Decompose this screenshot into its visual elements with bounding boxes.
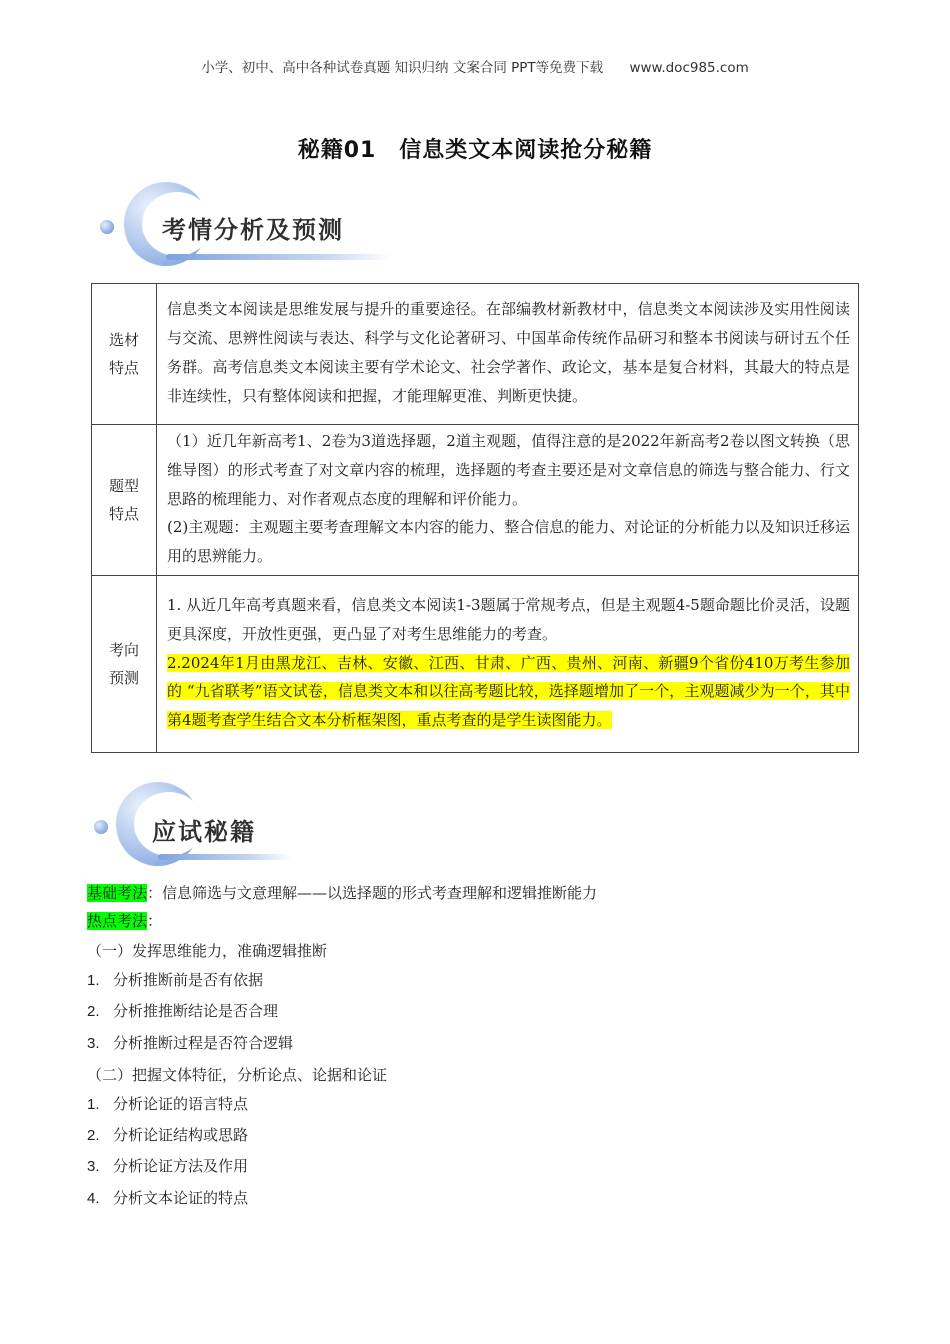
page-title: 秘籍01 信息类文本阅读抢分秘籍	[297, 138, 653, 163]
row-content	[157, 425, 859, 576]
hot-method-label: 热点考法	[87, 912, 148, 930]
highlighted-paragraph: 2.2024年1月由黑龙江、吉林、安徽、江西、甘肃、广西、贵州、河南、新疆9个省份410万考生参加的 “九省联考”语文试卷，信息类文本和以往高考题比较，选择题增加了一个，主观题减少为一个，其中第4题考查学生结合文本分析框架图，重点考查的是学生读图能力。	[167, 653, 850, 730]
list-item: 2. 分析论证结构或思路	[87, 1126, 249, 1144]
section-banner-analysis	[92, 178, 392, 268]
site-header-text: 小学、初中、高中各种试卷真题 知识归纳 文案合同 PPT等免费下载	[201, 60, 604, 76]
basic-method-line	[87, 882, 597, 903]
site-header-url[interactable]: www.doc985.com	[629, 60, 749, 76]
list-item: 2. 分析推推断结论是否合理	[87, 1002, 279, 1020]
hot-method-line: 热点考法：	[87, 912, 163, 930]
row-header: 考向 预测	[92, 575, 157, 752]
row-header: 题型 特点	[92, 425, 157, 576]
section-banner-tips	[92, 780, 302, 870]
site-header	[0, 56, 950, 76]
group2-title: （二）把握文体特征，分析论点、论据和论证	[87, 1066, 388, 1084]
table-row	[92, 284, 859, 425]
row-content	[157, 575, 859, 752]
list-item: 4. 分析文本论证的特点	[87, 1189, 249, 1207]
table-row	[92, 575, 859, 752]
section2-title: 应试秘籍	[152, 818, 256, 846]
banner-dot-icon	[100, 220, 114, 234]
basic-method-text: ：信息筛选与文意理解——以选择题的形式考查理解和逻辑推断能力	[147, 884, 598, 902]
group1-title: （一）发挥思维能力，准确逻辑推断	[87, 942, 328, 960]
table-row	[92, 425, 859, 576]
banner-dot-icon	[94, 820, 108, 834]
list-item: 1. 分析论证的语言特点	[87, 1095, 249, 1113]
row-header: 选材 特点	[92, 284, 157, 425]
list-item: 3. 分析推断过程是否符合逻辑	[87, 1034, 294, 1052]
row-paragraph: （1）近几年新高考1、2卷为3道选择题，2道主观题，值得注意的是2022年新高考2卷以图文转换（思维导图）的形式考查了对文章内容的梳理，选择题的考查主要还是对文章信息的筛选与整合能力、行文思路的梳理能力、对作者观点态度的理解和评价能力。	[167, 432, 850, 508]
row-paragraph: 1. 从近几年高考真题来看，信息类文本阅读1-3题属于常规考点，但是主观题4-5题命题比价灵活，设题更具深度，开放性更强，更凸显了对考生思维能力的考查。	[167, 595, 850, 643]
list-item: 3. 分析论证方法及作用	[87, 1157, 249, 1175]
row-content: 信息类文本阅读是思维发展与提升的重要途径。在部编教材新教材中，信息类文本阅读涉及实用性阅读与交流、思辨性阅读与表达、科学与文化论著研习、中国革命传统作品研习和整本书阅读与研讨五个任务群。高考信息类文本阅读主要有学术论文、社会学著作、政论文，基本是复合材料，其最大的特点是非连续性，只有整体阅读和把握，才能理解更准、判断更快捷。	[157, 284, 859, 425]
banner-underline	[166, 254, 392, 260]
banner-underline	[158, 854, 292, 860]
exam-analysis-table	[91, 283, 859, 753]
section1-title: 考情分析及预测	[162, 216, 344, 244]
basic-method-label: 基础考法	[87, 884, 148, 902]
row-paragraph: (2)主观题：主观题主要考查理解文本内容的能力、整合信息的能力、对论证的分析能力以及知识迁移运用的思辨能力。	[167, 518, 850, 566]
list-item: 1. 分析推断前是否有依据	[87, 971, 264, 989]
